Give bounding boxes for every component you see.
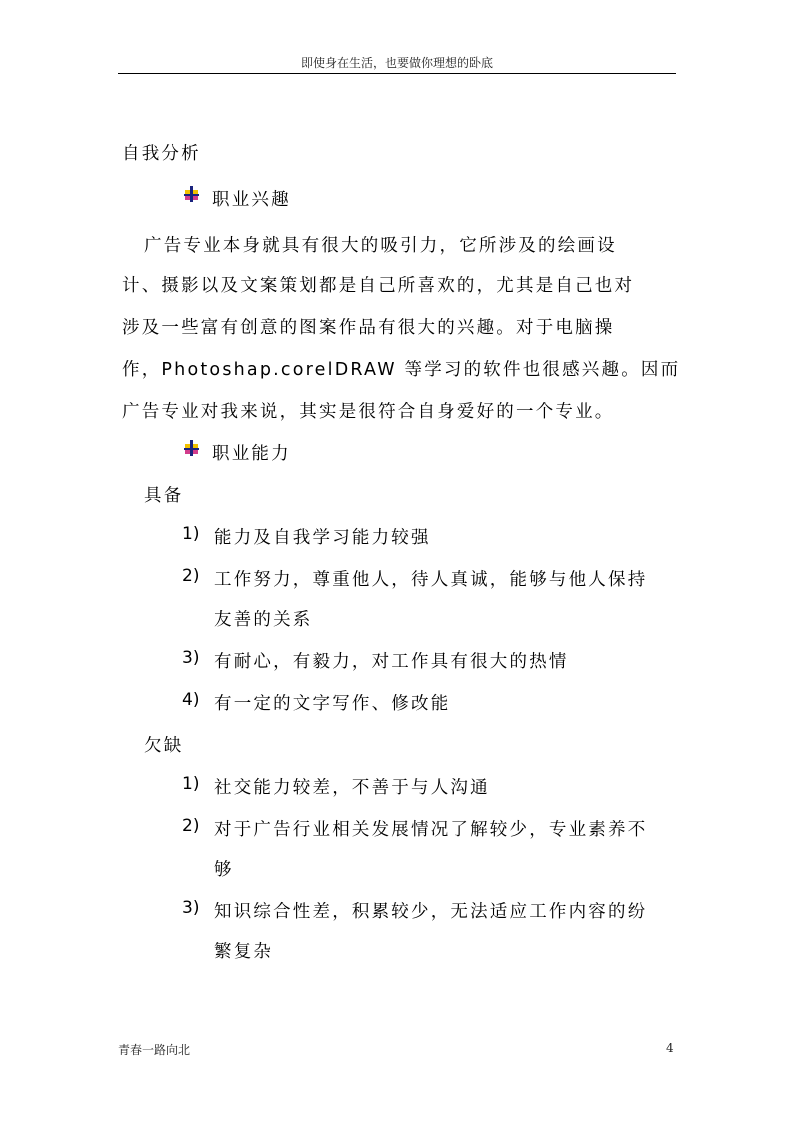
paragraph-line: 计、摄影以及文案策划都是自己所喜欢的，尤其是自己也对	[122, 276, 635, 296]
cross-bullet-icon	[184, 440, 200, 456]
list-number: 2)	[182, 816, 200, 836]
list-item: 对于广告行业相关发展情况了解较少，专业素养不	[214, 820, 648, 840]
weaknesses-label: 欠缺	[144, 736, 184, 756]
cross-bullet-icon	[184, 186, 200, 202]
paragraph-line: 作，Photoshap.corelDRAW 等学习的软件也很感兴趣。因而	[122, 360, 681, 380]
list-item-continuation: 繁复杂	[214, 942, 274, 962]
list-number: 3)	[182, 648, 200, 668]
footer-text: 青春一路向北	[118, 1043, 191, 1057]
section-heading-ability: 职业能力	[212, 444, 291, 464]
list-number: 2)	[182, 566, 200, 586]
list-item: 有一定的文字写作、修改能	[214, 694, 451, 714]
list-item: 社交能力较差，不善于与人沟通	[214, 778, 490, 798]
list-number: 1)	[182, 774, 200, 794]
list-item: 能力及自我学习能力较强	[214, 528, 431, 548]
strengths-label: 具备	[144, 486, 184, 506]
list-item-continuation: 够	[214, 860, 234, 880]
paragraph-line: 涉及一些富有创意的图案作品有很大的兴趣。对于电脑操	[122, 318, 615, 338]
paragraph-line: 广告专业本身就具有很大的吸引力，它所涉及的绘画设	[144, 236, 617, 256]
section-heading-interest: 职业兴趣	[212, 190, 291, 210]
section-title: 自我分析	[122, 144, 201, 164]
list-item-continuation: 友善的关系	[214, 610, 313, 630]
paragraph-line: 广告专业对我来说，其实是很符合自身爱好的一个专业。	[122, 402, 615, 422]
list-item: 知识综合性差，积累较少，无法适应工作内容的纷	[214, 902, 648, 922]
list-number: 1)	[182, 524, 200, 544]
list-item: 工作努力，尊重他人，待人真诚，能够与他人保持	[214, 570, 648, 590]
list-number: 3)	[182, 898, 200, 918]
page-number: 4	[666, 1041, 674, 1055]
header-rule	[118, 73, 676, 74]
list-item: 有耐心，有毅力，对工作具有很大的热情	[214, 652, 569, 672]
list-number: 4)	[182, 690, 200, 710]
page-header: 即使身在生活，也要做你理想的卧底	[300, 56, 493, 70]
